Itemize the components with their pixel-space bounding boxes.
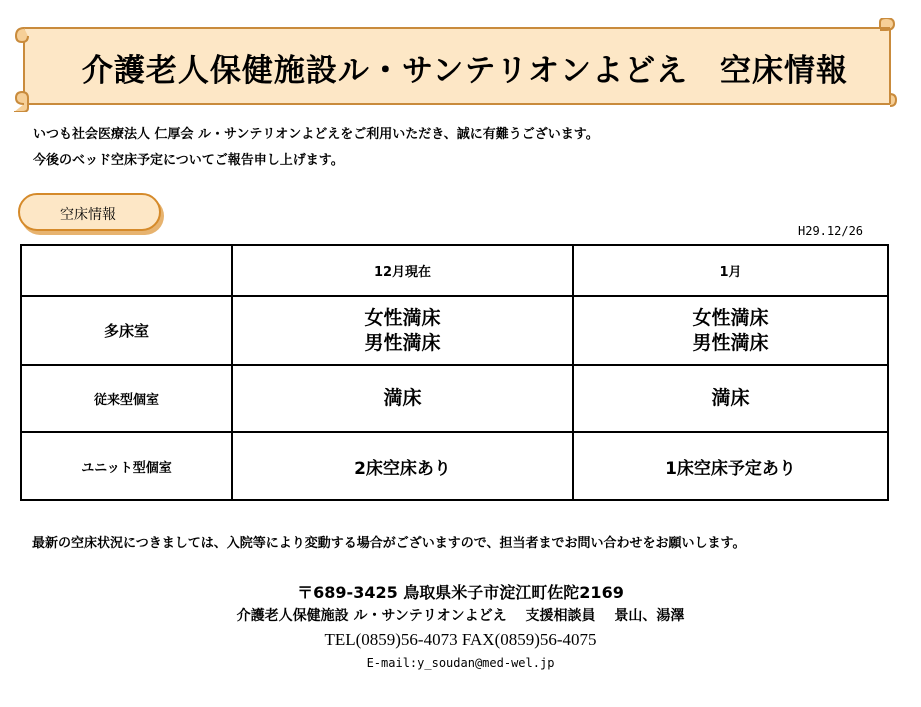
page-title: 介護老人保健施設ル・サンテリオンよどえ 空床情報 [81, 53, 849, 89]
section-label: 空床情報 [60, 207, 116, 223]
status-line: 女性満床 [692, 306, 769, 329]
room-type-cell: ユニット型個室 [21, 432, 232, 500]
status-cell [573, 432, 888, 500]
notice-text: 最新の空床状況につきましては、入院等により変動する場合がございますので、担当者までお問い合わせをお願いします。 [32, 536, 746, 551]
intro-line-2: 今後のベッド空床予定についてご報告申し上げます。 [33, 153, 344, 168]
status-text: 2床空床あり [354, 458, 451, 479]
header-cell-empty [21, 245, 232, 296]
room-type-cell: 従来型個室 [21, 365, 232, 432]
status-cell [232, 365, 573, 432]
section-label-pill [18, 193, 161, 231]
status-cell [573, 365, 888, 432]
status-cell [232, 296, 573, 365]
facility-contact: 介護老人保健施設 ル・サンテリオンよどえ 支援相談員 景山、湯澤 [236, 608, 685, 624]
status-line: 男性満床 [692, 331, 769, 354]
table-row [21, 296, 888, 365]
intro-line-1: いつも社会医療法人 仁厚会 ル・サンテリオンよどえをご利用いただき、誠に有難うございます。 [33, 127, 599, 142]
header-cell-current: 12月現在 [232, 245, 573, 296]
header-cell-next: 1月 [573, 245, 888, 296]
status-text: 満床 [383, 387, 422, 409]
title-banner [14, 18, 904, 112]
room-type-cell: 多床室 [21, 296, 232, 365]
table-row [21, 365, 888, 432]
status-line: 男性満床 [364, 331, 441, 354]
status-cell [573, 296, 888, 365]
phone-fax: TEL(0859)56-4073 FAX(0859)56-4075 [324, 630, 597, 649]
email-address: E-mail:y_soudan@med-wel.jp [366, 656, 555, 670]
bed-availability-table [20, 244, 889, 501]
postal-address: 〒689-3425 鳥取県米子市淀江町佐陀2169 [297, 583, 624, 602]
report-date: H29.12/26 [798, 224, 864, 238]
table-row [21, 432, 888, 500]
status-text: 1床空床予定あり [665, 458, 796, 479]
status-line: 女性満床 [364, 306, 441, 329]
status-cell [232, 432, 573, 500]
status-text: 満床 [711, 387, 750, 409]
table-header-row [21, 245, 888, 296]
